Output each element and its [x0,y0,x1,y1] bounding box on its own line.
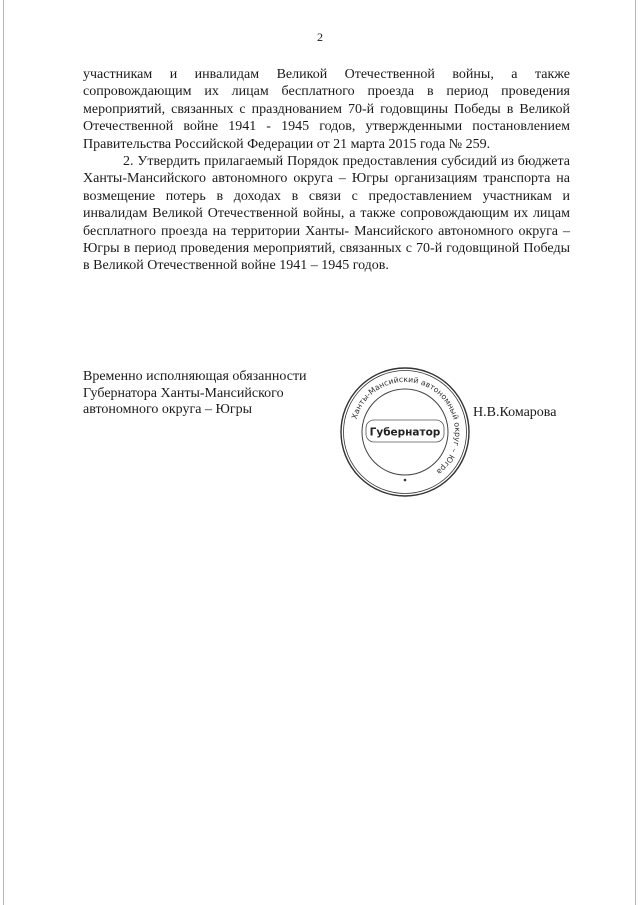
signatory-position-line: автономного округа – Югры [83,402,252,417]
text-line: бюджета Ханты-Мансийского автономного округа – Югры организациям [83,154,570,187]
text-line: в Великой Отечественной войне 1941 - 1945 годов, утвержденными [83,101,571,135]
text-line: постановлением Правительства Российской Федерации от 21 марта [83,119,571,152]
signatory-name: Н.В.Комарова [473,405,557,420]
text-line: сопровождающим их лицам бесплатного проезда в период проведения [83,84,570,100]
signatory-position [83,369,333,419]
text-line: мероприятий, связанных с празднованием 70-й годовщины Победы [83,101,501,117]
page-number: 2 [317,30,323,44]
governor-seal-stamp [338,365,472,499]
text-line: участникам и инвалидам Великой Отечественной войны, а также [83,188,570,222]
text-line: Отечественной войне 1941 – 1945 годов. [147,258,389,274]
page-edge-right [635,0,636,905]
paragraph-continuation [83,66,570,153]
text-line: мероприятий, связанных с 70-й годовщиной Победы в Великой [83,241,570,274]
signatory-position-line: Губернатора Ханты-Мансийского [83,385,284,401]
text-line: участникам и инвалидам Великой Отечественной войны, а также [83,67,570,82]
text-line: 2015 года № 259. [388,136,491,152]
seal-ring-text: Ханты-Мансийский автономный округ – Югра [349,374,463,477]
text-line: транспорта на возмещение потерь в доходах в связи с предоставлением [83,171,571,204]
text-line: 2. Утвердить прилагаемый Порядок предоставления субсидий из [123,154,514,170]
page-edge-left [3,0,4,905]
text-line: сопровождающим их лицам бесплатного проезда на территории Ханты- [83,206,570,239]
paragraph-item-2 [83,153,570,275]
signatory-position-line: Временно исполняющая обязанности [83,369,307,384]
document-body [83,66,570,275]
text-line: Мансийского автономного округа – Югры в период проведения [83,223,570,257]
seal-dot [404,479,407,482]
seal-center-text: Губернатор [369,426,441,439]
